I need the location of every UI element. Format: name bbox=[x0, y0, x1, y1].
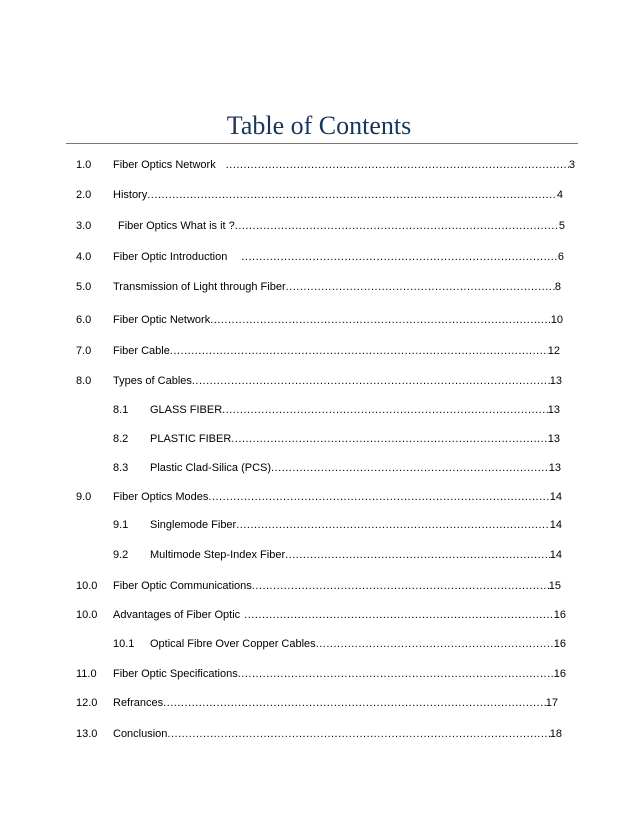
toc-label: Singlemode Fiber bbox=[150, 519, 237, 531]
toc-entry[interactable] bbox=[113, 404, 560, 420]
toc-page-number: 5 bbox=[558, 220, 565, 232]
toc-leader bbox=[222, 404, 548, 416]
toc-page-number: 13 bbox=[548, 462, 561, 474]
toc-page-number: 18 bbox=[549, 728, 562, 740]
toc-number: 8.3 bbox=[113, 462, 129, 474]
toc-label: Transmission of Light through Fiber bbox=[113, 281, 286, 293]
toc-page-number: 4 bbox=[556, 189, 563, 201]
toc-leader bbox=[285, 549, 550, 561]
toc-entry[interactable] bbox=[118, 220, 565, 236]
toc-number: 3.0 bbox=[76, 220, 92, 232]
toc-leader bbox=[271, 462, 549, 474]
toc-entry[interactable] bbox=[113, 251, 564, 267]
toc-number: 10.1 bbox=[113, 638, 135, 650]
toc-page-number: 16 bbox=[553, 609, 566, 621]
title-underline bbox=[66, 143, 578, 144]
toc-entry[interactable] bbox=[113, 549, 562, 565]
toc-page-number: 10 bbox=[550, 314, 563, 326]
toc-leader bbox=[231, 433, 547, 445]
toc-page-number: 16 bbox=[553, 638, 566, 650]
toc-label: Multimode Step-Index Fiber bbox=[150, 549, 286, 561]
toc-label: Fiber Optic Specifications bbox=[113, 668, 238, 680]
toc-leader bbox=[167, 728, 549, 740]
toc-label: Plastic Clad-Silica (PCS) bbox=[150, 462, 272, 474]
toc-leader bbox=[252, 580, 549, 592]
toc-leader bbox=[241, 251, 558, 263]
toc-entry[interactable] bbox=[113, 580, 561, 596]
toc-page-number: 6 bbox=[557, 251, 564, 263]
toc-label: PLASTIC FIBER bbox=[150, 433, 232, 445]
toc-number: 6.0 bbox=[76, 314, 92, 326]
page-title: Table of Contents bbox=[226, 111, 412, 140]
toc-leader bbox=[147, 189, 557, 201]
toc-label: Optical Fibre Over Copper Cables bbox=[150, 638, 316, 650]
toc-leader bbox=[238, 668, 554, 680]
toc-number: 4.0 bbox=[76, 251, 92, 263]
toc-number: 2.0 bbox=[76, 189, 92, 201]
toc-number: 10.0 bbox=[76, 580, 98, 592]
toc-label: Fiber Optic Communications bbox=[113, 580, 252, 592]
toc-leader bbox=[235, 220, 559, 232]
toc-page-number: 14 bbox=[549, 549, 562, 561]
toc-number: 12.0 bbox=[76, 697, 98, 709]
toc-entry[interactable] bbox=[113, 281, 561, 297]
toc-page-number: 14 bbox=[549, 519, 562, 531]
toc-entry[interactable] bbox=[113, 728, 562, 744]
toc-number: 5.0 bbox=[76, 281, 92, 293]
toc-label: Fiber Optic Introduction bbox=[113, 251, 228, 263]
toc-page-number: 8 bbox=[554, 281, 561, 293]
toc-number: 8.0 bbox=[76, 375, 92, 387]
toc-label: Fiber Optics Modes bbox=[113, 491, 209, 503]
toc-label: Fiber Optics Network bbox=[113, 159, 216, 171]
toc-leader bbox=[208, 491, 549, 503]
toc-label: Fiber Cable bbox=[113, 345, 170, 357]
toc-entry[interactable] bbox=[113, 159, 575, 175]
toc-number: 7.0 bbox=[76, 345, 92, 357]
toc-leader bbox=[226, 159, 569, 171]
toc-page-number: 16 bbox=[553, 668, 566, 680]
toc-leader bbox=[236, 519, 550, 531]
toc-number: 9.1 bbox=[113, 519, 129, 531]
toc-label: Fiber Optics What is it ? bbox=[118, 220, 235, 232]
toc-page-number: 17 bbox=[545, 697, 558, 709]
toc-label: Refrances bbox=[113, 697, 164, 709]
toc-page-number: 13 bbox=[547, 433, 560, 445]
toc-label: Advantages of Fiber Optic bbox=[113, 609, 241, 621]
toc-leader bbox=[170, 345, 548, 357]
toc-label: Conclusion bbox=[113, 728, 168, 740]
toc-entry[interactable] bbox=[113, 433, 560, 449]
toc-entry[interactable] bbox=[113, 697, 558, 713]
toc-entry[interactable] bbox=[113, 609, 566, 625]
toc-entry[interactable] bbox=[113, 314, 563, 330]
toc-page-number: 15 bbox=[548, 580, 561, 592]
toc-leader bbox=[286, 281, 555, 293]
toc-number: 8.2 bbox=[113, 433, 129, 445]
toc-entry[interactable] bbox=[113, 345, 560, 361]
toc-leader bbox=[316, 638, 554, 650]
toc-leader bbox=[244, 609, 554, 621]
toc-label: Fiber Optic Network bbox=[113, 314, 211, 326]
toc-leader bbox=[210, 314, 551, 326]
toc-entry[interactable] bbox=[113, 375, 562, 391]
toc-leader bbox=[192, 375, 550, 387]
toc-entry[interactable] bbox=[113, 668, 566, 684]
toc-number: 9.0 bbox=[76, 491, 92, 503]
toc-number: 11.0 bbox=[76, 668, 97, 680]
toc-entry[interactable] bbox=[113, 519, 562, 535]
toc-page-number: 14 bbox=[549, 491, 562, 503]
toc-page-number: 3 bbox=[568, 159, 575, 171]
toc-label: Types of Cables bbox=[113, 375, 192, 387]
toc-number: 1.0 bbox=[76, 159, 92, 171]
toc-label: GLASS FIBER bbox=[150, 404, 223, 416]
toc-number: 8.1 bbox=[113, 404, 129, 416]
toc-label: History bbox=[113, 189, 148, 201]
toc-leader bbox=[163, 697, 546, 709]
toc-page-number: 13 bbox=[547, 404, 560, 416]
toc-number: 10.0 bbox=[76, 609, 98, 621]
toc-entry[interactable] bbox=[113, 189, 563, 205]
toc-entry[interactable] bbox=[113, 491, 562, 507]
toc-number: 13.0 bbox=[76, 728, 98, 740]
toc-entry[interactable] bbox=[113, 462, 561, 478]
toc-number: 9.2 bbox=[113, 549, 129, 561]
toc-entry[interactable] bbox=[113, 638, 566, 654]
toc-page-number: 12 bbox=[547, 345, 560, 357]
toc-page-number: 13 bbox=[549, 375, 562, 387]
